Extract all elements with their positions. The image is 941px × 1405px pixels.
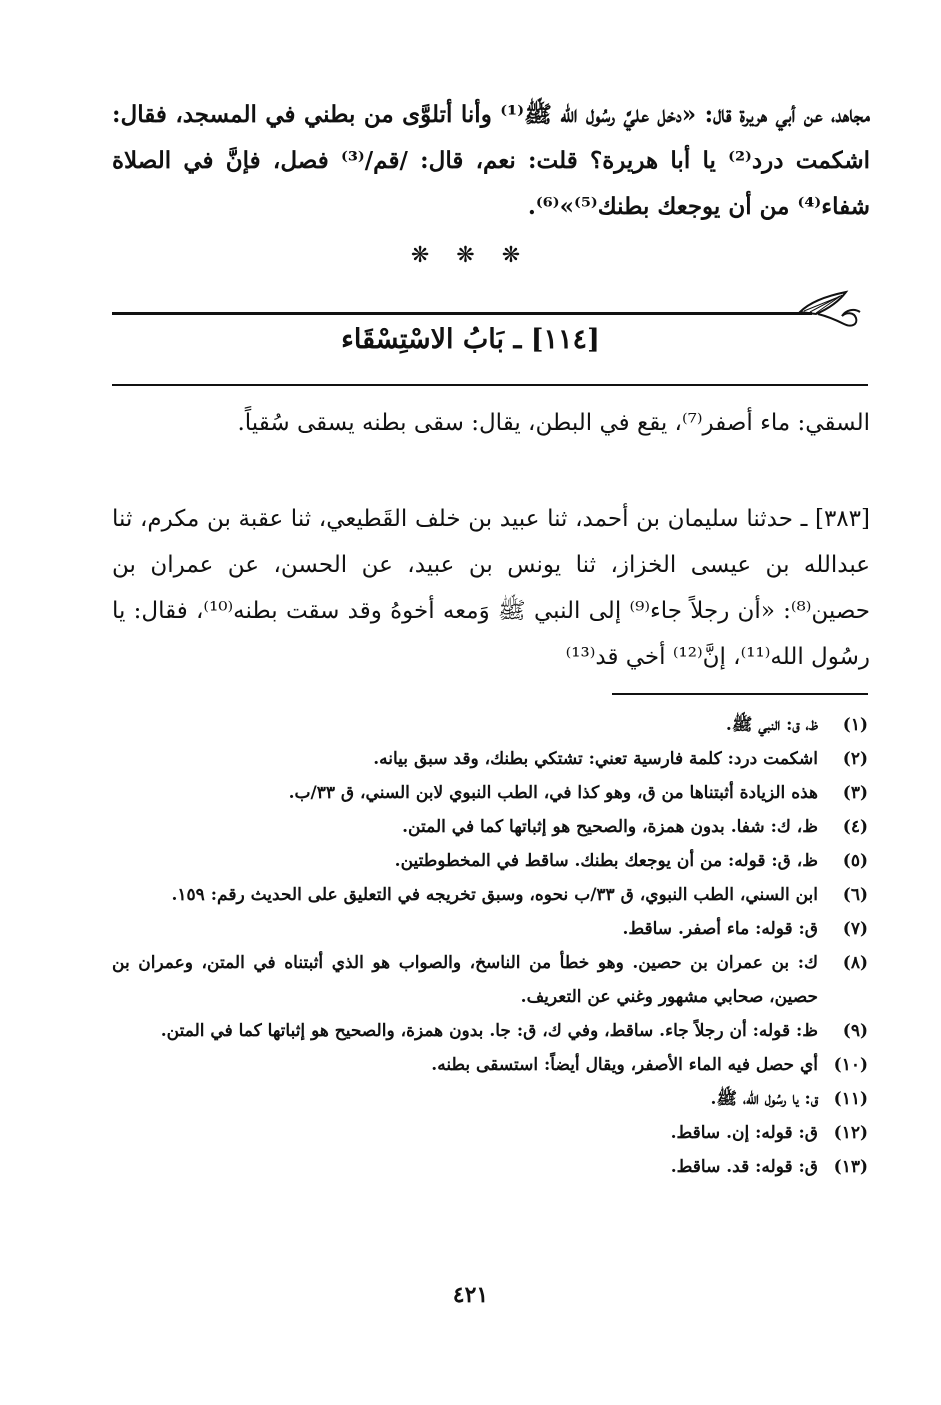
- footnote-text: ظ: قوله: أن رجلاً جاء. ساقط، وفي ك، ق: جا. بدون همزة، والصحيح هو إثباتها كما في المتن.: [160, 1021, 818, 1041]
- footnote: [112, 912, 868, 946]
- footnote-number: (١٢): [833, 1123, 868, 1143]
- footnote-text: ظ، ك: شفا. بدون همزة، والصحيح هو إثباتها كما في المتن.: [402, 817, 818, 837]
- footnote-text: اشكمت درد: كلمة فارسية تعني: تشتكي بطنك، وقد سبق بيانه.: [373, 749, 818, 769]
- page-number: ٤٢١: [452, 1282, 489, 1308]
- footnote: [112, 810, 868, 844]
- footnote-number: (٩): [842, 1021, 868, 1041]
- footnote-text: ق: قوله: إن. ساقط.: [670, 1123, 818, 1143]
- footnote-text: ق: قوله: ماء أصفر. ساقط.: [622, 919, 818, 939]
- footnote-number: (٣): [842, 783, 868, 803]
- footnote: [112, 776, 868, 810]
- footnote-text: ظ، ق: قوله: من أن يوجعك بطنك. ساقط في المخطوطتين.: [394, 851, 818, 871]
- chapter-title: [١١٤] ـ بَابُ الاسْتِسْقَاء: [341, 324, 600, 355]
- footnote-text: ق: قوله: قد. ساقط.: [670, 1157, 818, 1177]
- footnote: [112, 1048, 868, 1082]
- footnote-number: (٨): [842, 953, 868, 973]
- footnote-number: (١١): [833, 1089, 868, 1109]
- footnote-number: (٦): [842, 885, 868, 905]
- top-paragraph: مجاهد، عن أبي هريرة قال: «دخل عليَّ رسُول الله ﷺ⁽¹⁾ وأنا أتلوَّى من بطني في المسجد، فقال: اشكمت درد⁽²⁾ يا أبا هريرة؟ قلت: نعم، قال: /قم/⁽³⁾ فصل، فإنَّ في الصلاة شفاء⁽⁴⁾ من أن يوجعك بطنك⁽⁵⁾»⁽⁶⁾.: [112, 101, 870, 220]
- footnotes: [112, 708, 868, 1184]
- chapter-bottom-rule: [112, 384, 868, 386]
- chapter-top-rule: [112, 312, 812, 315]
- footnote: [112, 844, 868, 878]
- separator-stars: ❋ ❋ ❋: [410, 243, 531, 268]
- footnote-text: ق: يا رسُول الله، ﷺ.: [710, 1089, 818, 1109]
- footnote: [112, 1150, 868, 1184]
- footnote-text: ك: بن عمران بن حصين. وهو خطأ من الناسخ، والصواب هو الذي أثبتناه في المتن، وعمران بن حصين، صحابي مشهور وغني عن التعريف.: [112, 953, 818, 1007]
- footnote-rule: [612, 693, 868, 695]
- footnote: [112, 742, 868, 776]
- footnote: [112, 1116, 868, 1150]
- footnote-text: ظ، ق: النبي ﷺ.: [725, 715, 818, 735]
- footnote: [112, 708, 868, 742]
- hadith-text: [٣٨٣] ـ حدثنا سليمان بن أحمد، ثنا عبيد بن خلف القَطيعي، ثنا عقبة بن مكرم، ثنا عبدالله بن عيسى الخزاز، ثنا يونس بن عبيد، عن الحسن، عن عمران بن حصين⁽⁸⁾: «أن رجلاً جاء⁽⁹⁾ إلى النبي ﷺ وَمعه أخوهُ وقد سقت بطنه⁽¹⁰⁾، فقال: يا رسُول الله⁽¹¹⁾، إنَّ⁽¹²⁾ أخي قد⁽¹³⁾: [112, 506, 871, 670]
- footnote: [112, 946, 868, 1014]
- saqi-definition: السقي: ماء أصفر⁽⁷⁾، يقع في البطن، يقال: سقى بطنه يسقى سُقياً.: [237, 410, 870, 436]
- footnote-number: (١٣): [833, 1157, 868, 1177]
- footnote-number: (٧): [842, 919, 868, 939]
- footnote-number: (٢): [842, 749, 868, 769]
- footnote: [112, 1014, 868, 1048]
- footnote-number: (٤): [842, 817, 868, 837]
- footnote: [112, 1082, 868, 1116]
- footnote: [112, 878, 868, 912]
- footnote-text: أي حصل فيه الماء الأصفر، ويقال أيضاً: استسقى بطنه.: [431, 1055, 818, 1075]
- footnote-number: (١): [842, 715, 868, 735]
- footnote-text: هذه الزيادة أثبتناها من ق، وهو كذا في، الطب النبوي لابن السني، ق ٣٣/ب.: [288, 783, 818, 803]
- footnote-number: (١٠): [833, 1055, 868, 1075]
- footnote-text: ابن السني، الطب النبوي، ق ٣٣/ب نحوه، وسبق تخريجه في التعليق على الحديث رقم: ١٥٩.: [171, 885, 818, 905]
- footnote-number: (٥): [842, 851, 868, 871]
